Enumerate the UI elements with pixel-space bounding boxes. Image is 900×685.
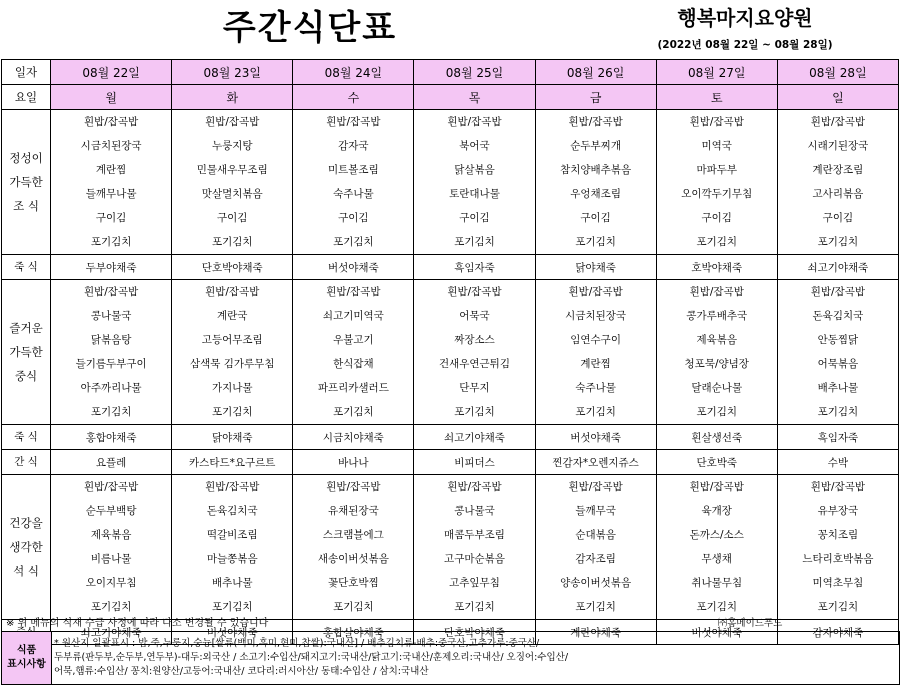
menu-item: 흰밥/잡곡밥 [205,481,260,493]
food-origin-box [1,631,900,685]
porridge-3-cell: 쇠고기야채죽 [51,620,172,645]
breakfast-cell [293,110,414,255]
menu-item: 비름나물 [90,553,132,565]
menu-item: 시래기된장국 [807,140,869,152]
menu-item: 우불고기 [333,334,374,346]
date-cell: 08월 26일 [535,60,656,85]
lunch-cell [172,280,293,425]
menu-item: 돈육김치국 [206,505,258,517]
menu-item: 돈육김치국 [812,310,864,322]
breakfast-label-line: 정성이 [9,151,43,165]
menu-item: 흰밥/잡곡밥 [689,286,744,298]
menu-item: 쇠고기미역국 [322,310,384,322]
menu-item: 임연수구이 [570,334,621,346]
breakfast-cell [656,110,777,255]
lunch-label-line: 중식 [14,369,38,383]
menu-item: 어묵볶음 [817,358,859,370]
menu-item: 미역국 [701,140,732,152]
lunch-cell [656,280,777,425]
menu-item: 어묵국 [459,310,490,322]
menu-item: 배추나물 [817,382,859,394]
menu-item: 육개장 [701,505,732,517]
date-cell: 08월 22일 [51,60,172,85]
menu-item: 시금치된장국 [565,310,627,322]
menu-item: 포기김치 [575,601,616,613]
porridge-1-cell: 버섯야채죽 [293,255,414,280]
menu-item: 미트볼조림 [328,164,379,176]
menu-item: 계란찜 [580,358,611,370]
menu-item: 오이깍두기무침 [681,188,753,200]
lunch-cell [414,280,535,425]
menu-item: 흰밥/잡곡밥 [447,116,502,128]
menu-item: 흰밥/잡곡밥 [689,116,744,128]
menu-item: 제육볶음 [90,529,132,541]
menu-item: 꽃단호박찜 [328,577,379,589]
menu-item: 배추나물 [211,577,253,589]
menu-item: 누룽지탕 [211,140,253,152]
row-label: 일자 [2,60,51,85]
menu-item: 구이김 [701,212,732,224]
menu-item: 흰밥/잡곡밥 [810,116,866,128]
menu-item: 흰밥/잡곡밥 [83,481,139,493]
dinner-label-line: 생각한 [9,540,43,554]
snack-cell: 단호박죽 [656,450,777,475]
menu-item: 구이김 [217,212,248,224]
menu-item: 포기김치 [454,601,495,613]
menu-item: 흰밥/잡곡밥 [568,286,623,298]
date-cell: 08월 24일 [293,60,414,85]
menu-item: 흰밥/잡곡밥 [205,116,260,128]
menu-item: 감자조림 [575,553,616,565]
menu-item: 콩나물국 [90,310,132,322]
dinner-cell [293,475,414,620]
menu-item: 순대볶음 [575,529,616,541]
menu-item: 고추잎무침 [449,577,500,589]
snack-cell: 수박 [777,450,898,475]
porridge-2-cell: 쇠고기야채죽 [414,425,535,450]
menu-item: 단무지 [459,382,490,394]
porridge-3-cell: 버섯야채죽 [656,620,777,645]
origin-line: * 원산지 일괄표시 : 밥,죽,누룽지,숭늉[쌀류(백미,흑미,현미,찹쌀):국내산] / 배추김치류-배추:중국산,고추가루:중국산/ [54,638,540,649]
page-title: 주간식단표 [222,8,398,48]
menu-item: 포기김치 [90,601,132,613]
weekday-cell: 일 [777,85,898,110]
menu-item: 닭볶음탕 [90,334,132,346]
menu-item: 흰밥/잡곡밥 [83,286,139,298]
menu-item: 참치양배추볶음 [560,164,632,176]
organization-name: 행복마지요양원 [677,6,813,30]
menu-item: 포기김치 [817,601,859,613]
porridge-2-row [2,425,899,450]
weekday-cell: 화 [172,85,293,110]
menu-item: 흰밥/잡곡밥 [326,286,381,298]
dinner-cell [656,475,777,620]
breakfast-row [2,110,899,255]
menu-item: 구이김 [459,212,490,224]
snack-cell: 카스타드*요구르트 [172,450,293,475]
lunch-row [2,280,899,425]
menu-item: 흰밥/잡곡밥 [326,116,381,128]
menu-item: 들깨무나물 [85,188,137,200]
dinner-cell [51,475,172,620]
menu-item: 포기김치 [575,406,616,418]
menu-item: 흰밥/잡곡밥 [447,286,502,298]
dinner-label [2,475,51,620]
menu-item: 고사리볶음 [812,188,864,200]
porridge-1-cell: 쇠고기야채죽 [777,255,898,280]
menu-item: 새송이버섯볶음 [317,553,389,565]
menu-item: 한식잡채 [333,358,374,370]
menu-item: 구이김 [338,212,369,224]
menu-item: 콩가루배추국 [686,310,748,322]
menu-item: 감자국 [338,140,369,152]
menu-item: 포기김치 [696,406,738,418]
menu-item: 느타리호박볶음 [802,553,874,565]
menu-item: 가지나물 [211,382,253,394]
lunch-cell [777,280,898,425]
snack-cell: 비피더스 [414,450,535,475]
menu-item: 숙주나물 [333,188,374,200]
weekday-cell: 토 [656,85,777,110]
menu-item: 포기김치 [575,236,616,248]
menu-item: 돈까스/소스 [689,529,744,541]
porridge-2-cell: 흑임자죽 [777,425,898,450]
porridge-2-label: 죽 식 [2,425,51,450]
menu-item: 구이김 [95,212,127,224]
porridge-2-cell: 흰살생선죽 [656,425,777,450]
menu-item: 구이김 [580,212,611,224]
menu-item: 계란찜 [95,164,127,176]
menu-item: 흰밥/잡곡밥 [568,481,623,493]
menu-item: 아주까리나물 [80,382,142,394]
change-notice: ※ 위 메뉴의 식재 수급 사정에 따라 다소 변경될 수 있습니다 [6,618,269,629]
date-cell: 08월 25일 [414,60,535,85]
breakfast-cell [777,110,898,255]
weekly-menu-table [1,59,899,645]
menu-item: 포기김치 [454,406,495,418]
menu-item: 흰밥/잡곡밥 [205,286,260,298]
menu-item: 민물새우무조림 [196,164,268,176]
menu-item: 포기김치 [333,406,374,418]
menu-item: 들깨무국 [575,505,616,517]
dinner-cell [535,475,656,620]
menu-item: 포기김치 [696,601,738,613]
menu-item: 삼색묵 김가루무침 [189,358,275,370]
menu-item: 흰밥/잡곡밥 [568,116,623,128]
weekday-cell: 목 [414,85,535,110]
menu-item: 계란국 [217,310,248,322]
breakfast-label-line: 가득한 [9,175,43,189]
menu-item: 마늘쫑볶음 [206,553,258,565]
menu-item: 취나물무침 [691,577,743,589]
porridge-3-cell: 버섯야채죽 [172,620,293,645]
menu-item: 포기김치 [90,236,132,248]
breakfast-label-line: 조 식 [13,199,39,213]
supplier-name: ㈜홈메이드푸드 [717,618,783,629]
date-cell: 08월 23일 [172,60,293,85]
menu-item: 흰밥/잡곡밥 [810,481,866,493]
origin-label [2,632,52,684]
porridge-2-cell: 홍합야채죽 [51,425,172,450]
porridge-3-cell: 홍합살야채죽 [293,620,414,645]
menu-item: 맛살멸치볶음 [201,188,263,200]
menu-item: 매콤두부조림 [444,529,505,541]
dinner-row [2,475,899,620]
menu-item: 포기김치 [454,236,495,248]
lunch-cell [293,280,414,425]
menu-item: 흰밥/잡곡밥 [689,481,744,493]
menu-item: 마파두부 [696,164,738,176]
snack-cell: 요플레 [51,450,172,475]
menu-item: 순두부찌개 [570,140,621,152]
menu-item: 우엉채조림 [570,188,621,200]
menu-item: 건새우연근튀김 [438,358,510,370]
dinner-cell [172,475,293,620]
dinner-label-line: 건강을 [9,516,43,530]
porridge-1-label: 죽 식 [2,255,51,280]
porridge-3-cell: 감자야채죽 [777,620,898,645]
porridge-3-cell: 계란야채죽 [535,620,656,645]
porridge-1-cell: 두부야채죽 [51,255,172,280]
weekday-row [2,85,899,110]
menu-item: 포기김치 [211,236,253,248]
menu-item: 토란대나물 [449,188,500,200]
menu-item: 콩나물국 [454,505,495,517]
menu-item: 포기김치 [333,601,374,613]
breakfast-cell [51,110,172,255]
menu-item: 양송이버섯볶음 [560,577,632,589]
menu-item: 닭살볶음 [454,164,495,176]
breakfast-cell [535,110,656,255]
snack-cell: 찐감자*오렌지쥬스 [535,450,656,475]
menu-item: 고구마순볶음 [444,553,505,565]
menu-item: 숙주나물 [575,382,616,394]
lunch-cell [51,280,172,425]
menu-item: 짜장소스 [454,334,495,346]
origin-label-line: 표시사항 [7,659,46,670]
menu-item: 포기김치 [90,406,132,418]
menu-item: 고등어무조림 [201,334,263,346]
origin-text [54,637,894,679]
porridge-1-cell: 단호박야채죽 [172,255,293,280]
lunch-cell [535,280,656,425]
dinner-cell [777,475,898,620]
snack-row [2,450,899,475]
snack-label: 간 식 [2,450,51,475]
menu-item: 들기름두부구이 [75,358,147,370]
weekday-cell: 수 [293,85,414,110]
porridge-2-cell: 시금치야채죽 [293,425,414,450]
porridge-1-cell: 닭야채죽 [535,255,656,280]
origin-line: 어묵,햄류:수입산/ 꽁치:원양산/고등어:국내산/ 코다리:러시아산/ 동태:수입산 / 삼치:국내산 [54,666,429,677]
menu-item: 포기김치 [817,236,859,248]
menu-item: 흰밥/잡곡밥 [326,481,381,493]
menu-period: (2022년 08월 22일 ~ 08월 28일) [657,39,833,51]
menu-item: 흰밥/잡곡밥 [83,116,139,128]
menu-item: 유채된장국 [328,505,379,517]
menu-item: 달래순나물 [691,382,743,394]
dinner-label-line: 석 식 [13,564,39,578]
menu-item: 청포묵/양념장 [684,358,749,370]
menu-item: 파프리카샐러드 [317,382,389,394]
date-cell: 08월 27일 [656,60,777,85]
weekday-cell: 월 [51,85,172,110]
snack-cell: 바나나 [293,450,414,475]
menu-item: 시금치된장국 [80,140,142,152]
menu-item: 미역초무침 [812,577,864,589]
menu-item: 안동찜닭 [817,334,859,346]
menu-item: 무생채 [701,553,732,565]
menu-item: 흰밥/잡곡밥 [447,481,502,493]
date-row [2,60,899,85]
menu-item: 떡갈비조림 [206,529,258,541]
breakfast-label [2,110,51,255]
porridge-2-cell: 닭야채죽 [172,425,293,450]
menu-item: 꽁치조림 [817,529,859,541]
porridge-3-cell: 단호박야채죽 [414,620,535,645]
menu-item: 흰밥/잡곡밥 [810,286,866,298]
menu-item: 포기김치 [817,406,859,418]
menu-item: 순두부백탕 [85,505,137,517]
menu-item: 제육볶음 [696,334,738,346]
menu-item: 스크램블에그 [322,529,384,541]
menu-item: 북어국 [459,140,490,152]
menu-item: 포기김치 [696,236,738,248]
porridge-1-cell: 호박야채죽 [656,255,777,280]
menu-item: 계란장조림 [812,164,864,176]
porridge-1-row [2,255,899,280]
menu-item: 포기김치 [211,406,253,418]
date-cell: 08월 28일 [777,60,898,85]
porridge-1-cell: 흑임자죽 [414,255,535,280]
weekday-cell: 금 [535,85,656,110]
menu-item: 유부장국 [817,505,859,517]
row-label: 요일 [2,85,51,110]
lunch-label-line: 가득한 [9,345,43,359]
menu-item: 포기김치 [333,236,374,248]
menu-item: 구이김 [822,212,854,224]
origin-line: 두부류(판두부,순두부,연두부)-대두:외국산 / 소고기:수입산/돼지고기:국내산/닭고기:국내산/훈제오리:국내산/ 오징어:수입산/ [54,652,569,663]
menu-item: 오이지무침 [85,577,137,589]
dinner-cell [414,475,535,620]
lunch-label-line: 즐거운 [9,321,43,335]
breakfast-cell [414,110,535,255]
origin-label-line: 식품 [16,645,37,656]
breakfast-cell [172,110,293,255]
menu-item: 포기김치 [211,601,253,613]
porridge-2-cell: 버섯야채죽 [535,425,656,450]
lunch-label [2,280,51,425]
